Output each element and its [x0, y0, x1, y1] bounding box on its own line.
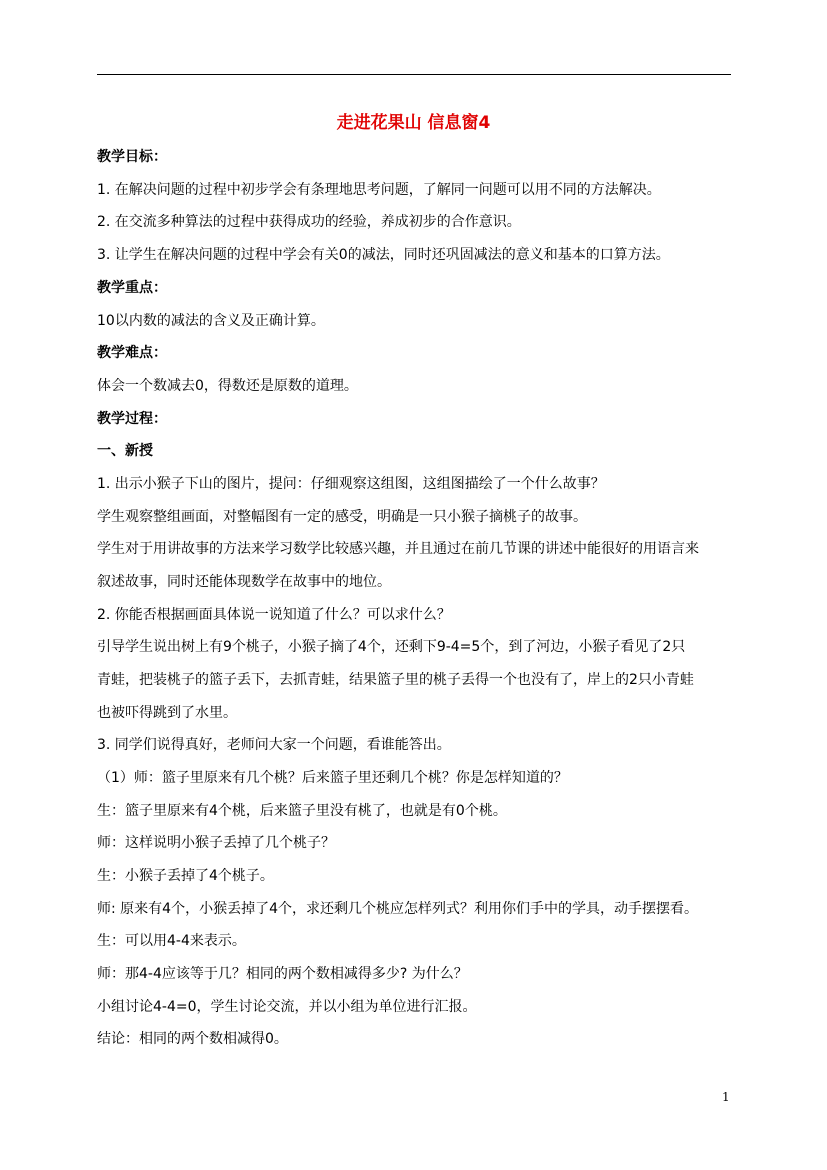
body-line: 也被吓得跳到了水里。 — [97, 705, 237, 721]
body-line: 师：这样说明小猴子丢掉了几个桃子？ — [97, 835, 335, 851]
body-line: 1. 出示小猴子下山的图片，提问：仔细观察这组图，这组图描绘了一个什么故事？ — [97, 476, 605, 492]
body-line: 1. 在解决问题的过程中初步学会有条理地思考问题，了解同一问题可以用不同的方法解决。 — [97, 182, 661, 198]
body-line: 10以内数的减法的含义及正确计算。 — [97, 313, 325, 329]
body-line: 学生对于用讲故事的方法来学习数学比较感兴趣，并且通过在前几节课的讲述中能很好的用语言来 — [97, 541, 699, 557]
section-heading: 教学过程： — [97, 411, 167, 427]
section-heading: 教学重点： — [97, 280, 167, 296]
section-heading: 教学难点： — [97, 345, 167, 361]
body-line: 师：那4-4应该等于几？相同的两个数相减得多少? 为什么？ — [97, 966, 468, 982]
body-line: 生：小猴子丢掉了4个桃子。 — [97, 868, 274, 884]
body-line: 青蛙，把装桃子的篮子丢下，去抓青蛙，结果篮子里的桃子丢得一个也没有了，岸上的2只小青蛙 — [97, 672, 694, 688]
body-line: 体会一个数减去0，得数还是原数的道理。 — [97, 378, 358, 394]
section-heading: 一、新授 — [97, 443, 153, 459]
body-line: 结论：相同的两个数相减得0。 — [97, 1031, 288, 1047]
body-line: 师: 原来有4个，小猴丢掉了4个，求还剩几个桃应怎样列式？利用你们手中的学具，动手摆摆看。 — [97, 901, 698, 917]
header-rule — [97, 74, 731, 75]
body-line: 生：篮子里原来有4个桃，后来篮子里没有桃了，也就是有0个桃。 — [97, 803, 507, 819]
body-line: 3. 同学们说得真好，老师问大家一个问题，看谁能答出。 — [97, 737, 451, 753]
body-line: 小组讨论4-4=0，学生讨论交流，并以小组为单位进行汇报。 — [97, 999, 477, 1015]
body-line: 生：可以用4-4来表示。 — [97, 933, 246, 949]
body-line: 学生观察整组画面，对整幅图有一定的感受，明确是一只小猴子摘桃子的故事。 — [97, 509, 587, 525]
document-title: 走进花果山 信息窗4 — [336, 113, 491, 133]
body-line: 2. 你能否根据画面具体说一说知道了什么？可以求什么？ — [97, 607, 451, 623]
body-line: 2. 在交流多种算法的过程中获得成功的经验，养成初步的合作意识。 — [97, 214, 521, 230]
body-line: （1）师：篮子里原来有几个桃？后来篮子里还剩几个桃？你是怎样知道的？ — [97, 770, 568, 786]
body-line: 引导学生说出树上有9个桃子，小猴子摘了4个，还剩下9-4=5个，到了河边，小猴子看见了2只 — [97, 639, 686, 655]
body-line: 叙述故事，同时还能体现数学在故事中的地位。 — [97, 574, 391, 590]
section-heading: 教学目标： — [97, 149, 167, 165]
page-number: 1 — [722, 1090, 730, 1104]
body-line: 3. 让学生在解决问题的过程中学会有关0的减法，同时还巩固减法的意义和基本的口算方法。 — [97, 247, 670, 263]
